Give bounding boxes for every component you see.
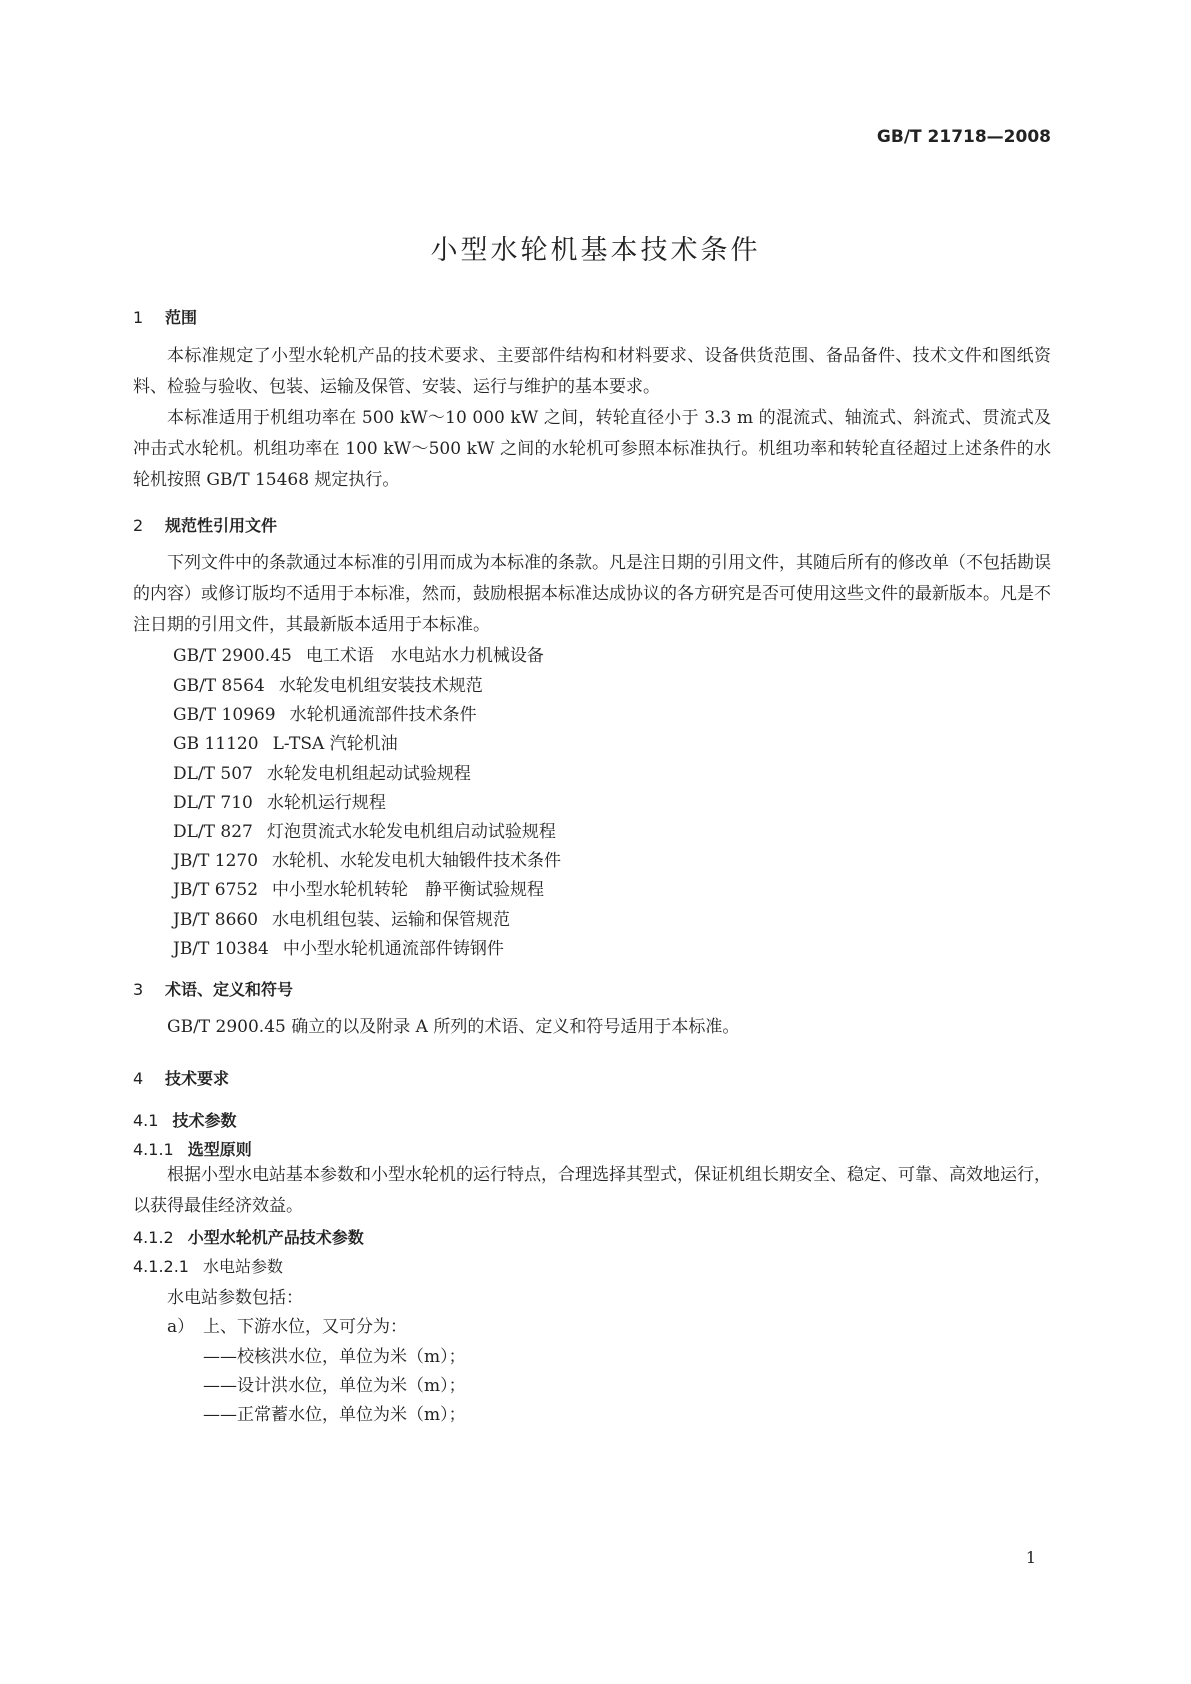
section-1-heading xyxy=(133,305,197,328)
reference-title: 水轮发电机组起动试验规程 xyxy=(266,764,471,784)
list-item-a xyxy=(167,1312,407,1337)
section-title: 规范性引用文件 xyxy=(165,516,278,535)
reference-item xyxy=(173,905,510,930)
reference-title: 水电机组包装、运输和保管规范 xyxy=(272,910,511,930)
reference-title: 水轮机运行规程 xyxy=(266,793,386,813)
reference-title: 水轮机、水轮发电机大轴锻件技术条件 xyxy=(272,851,562,871)
reference-code: DL/T 507 xyxy=(173,764,253,784)
section-3-heading xyxy=(133,977,293,1000)
reference-title: 中小型水轮机转轮 静平衡试验规程 xyxy=(272,880,545,900)
reference-item xyxy=(173,700,477,725)
reference-title: 中小型水轮机通流部件铸钢件 xyxy=(282,939,504,959)
reference-code: GB 11120 xyxy=(173,734,259,754)
reference-item xyxy=(173,875,544,900)
section-4-1-1-paragraph: 根据小型水电站基本参数和小型水轮机的运行特点，合理选择其型式，保证机组长期安全、稳定、可靠、高效地运行，以获得最佳经济效益。 xyxy=(133,1165,1051,1216)
reference-title: L-TSA 汽轮机油 xyxy=(272,734,398,754)
section-number: 4.1.1 xyxy=(133,1140,174,1159)
section-number: 3 xyxy=(133,980,144,999)
list-item-label: a） xyxy=(167,1317,195,1337)
reference-item xyxy=(173,817,556,842)
section-4-1-2-heading xyxy=(133,1225,364,1248)
reference-code: JB/T 10384 xyxy=(173,939,269,959)
reference-code: DL/T 710 xyxy=(173,793,253,813)
section-title: 术语、定义和符号 xyxy=(165,980,294,999)
section-3-paragraph-1: GB/T 2900.45 确立的以及附录 A 所列的术语、定义和符号适用于本标准。 xyxy=(167,1017,740,1037)
reference-title: 灯泡贯流式水轮发电机组启动试验规程 xyxy=(266,822,556,842)
section-2-heading xyxy=(133,513,277,536)
section-1-paragraph-1: 本标准规定了小型水轮机产品的技术要求、主要部件结构和材料要求、设备供货范围、备品备件、技术文件和图纸资料、检验与验收、包装、运输及保管、安装、运行与维护的基本要求。 xyxy=(133,346,1051,397)
reference-item xyxy=(173,671,483,696)
dash-item: ——设计洪水位，单位为米（m）； xyxy=(203,1376,466,1396)
section-title: 水电站参数 xyxy=(202,1257,283,1276)
standard-code: GB/T 21718—2008 xyxy=(876,127,1051,147)
section-number: 4.1.2 xyxy=(133,1228,174,1247)
reference-item xyxy=(173,788,386,813)
reference-code: JB/T 8660 xyxy=(173,910,259,930)
reference-item xyxy=(173,759,471,784)
section-number: 4.1 xyxy=(133,1111,159,1130)
section-number: 1 xyxy=(133,308,144,327)
reference-code: GB/T 2900.45 xyxy=(173,646,292,666)
section-1-paragraph-2: 本标准适用于机组功率在 500 kW～10 000 kW 之间，转轮直径小于 3.3 m 的混流式、轴流式、斜流式、贯流式及冲击式水轮机。机组功率在 100 kW～500 kW 之间的水轮机可参照本标准执行。机组功率和转轮直径超过上述条件的水轮机按照 GB/T 15468 规定执行。 xyxy=(133,408,1051,490)
section-4-1-2-1-heading xyxy=(133,1254,283,1277)
reference-item xyxy=(173,846,561,871)
section-4-1-1-heading xyxy=(133,1137,252,1160)
section-4-1-2-1-intro: 水电站参数包括： xyxy=(167,1288,303,1308)
section-4-1-heading xyxy=(133,1108,236,1131)
section-title: 技术要求 xyxy=(165,1069,230,1088)
reference-item xyxy=(173,641,544,666)
reference-code: GB/T 10969 xyxy=(173,705,276,725)
section-title: 技术参数 xyxy=(172,1111,237,1130)
reference-title: 水轮机通流部件技术条件 xyxy=(289,705,477,725)
section-number: 2 xyxy=(133,516,144,535)
section-number: 4 xyxy=(133,1069,144,1088)
reference-code: JB/T 1270 xyxy=(173,851,259,871)
reference-item xyxy=(173,729,398,754)
document-title: 小型水轮机基本技术条件 xyxy=(430,235,761,266)
reference-item xyxy=(173,934,504,959)
dash-item: ——正常蓄水位，单位为米（m）； xyxy=(203,1405,466,1425)
reference-title: 水轮发电机组安装技术规范 xyxy=(278,676,483,696)
section-title: 范围 xyxy=(165,308,198,327)
list-item-text: 上、下游水位，又可分为： xyxy=(203,1317,407,1337)
reference-code: GB/T 8564 xyxy=(173,676,265,696)
section-4-heading xyxy=(133,1066,229,1089)
section-number: 4.1.2.1 xyxy=(133,1257,189,1276)
reference-title: 电工术语 水电站水力机械设备 xyxy=(305,646,544,666)
dash-item: ——校核洪水位，单位为米（m）； xyxy=(203,1347,466,1367)
reference-code: DL/T 827 xyxy=(173,822,253,842)
section-2-paragraph-1: 下列文件中的条款通过本标准的引用而成为本标准的条款。凡是注日期的引用文件，其随后所有的修改单（不包括勘误的内容）或修订版均不适用于本标准，然而，鼓励根据本标准达成协议的各方研究是否可使用这些文件的最新版本。凡是不注日期的引用文件，其最新版本适用于本标准。 xyxy=(133,553,1051,635)
section-title: 选型原则 xyxy=(187,1140,252,1159)
page-number: 1 xyxy=(1025,1548,1036,1567)
section-title: 小型水轮机产品技术参数 xyxy=(187,1228,364,1247)
reference-code: JB/T 6752 xyxy=(173,880,259,900)
